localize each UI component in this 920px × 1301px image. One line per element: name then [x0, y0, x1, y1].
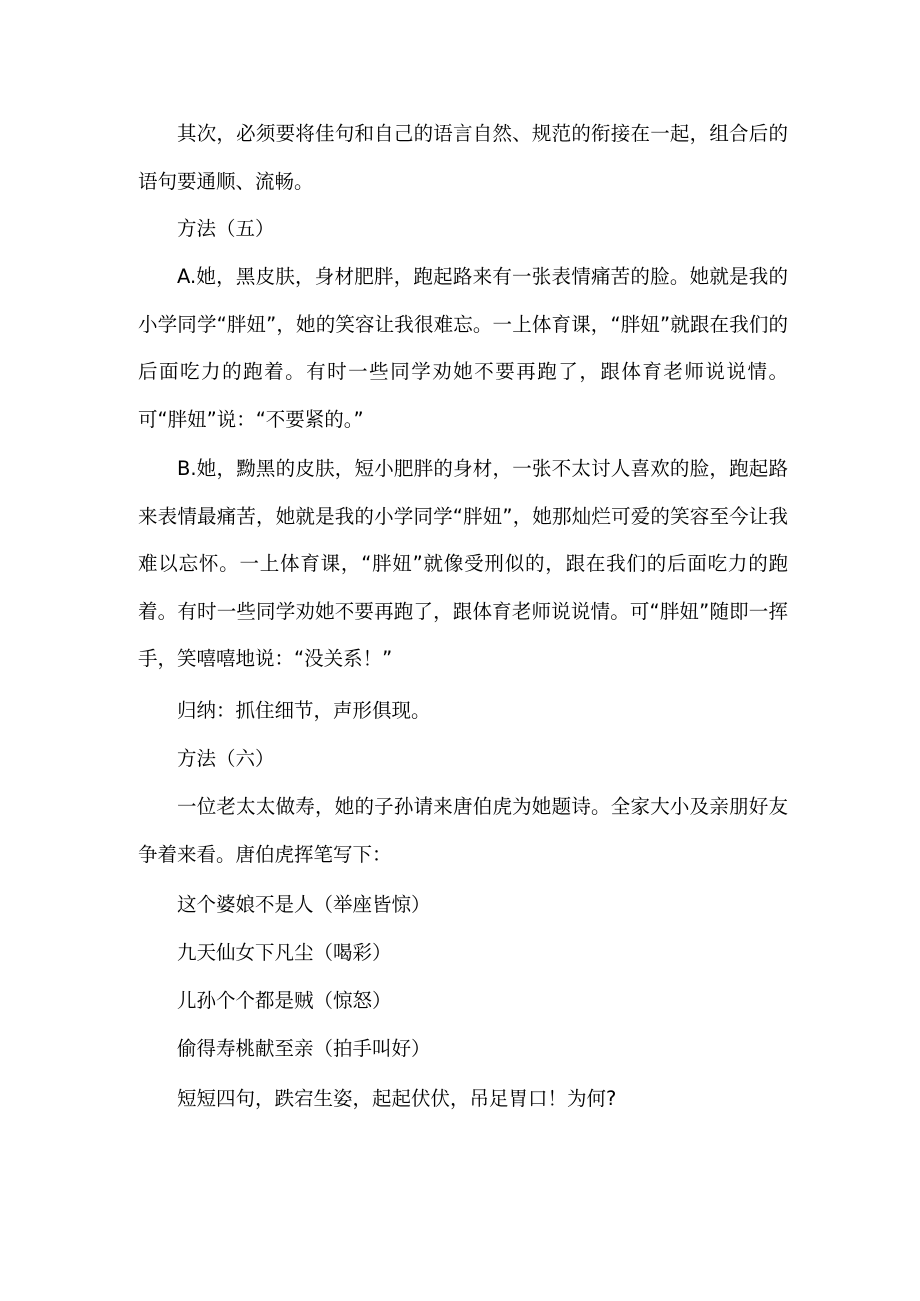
poem-line-4: 偷得寿桃献至亲（拍手叫好） — [177, 1037, 431, 1060]
heading-method-five: 方法（五） — [177, 217, 275, 240]
closing-question-paragraph: 短短四句，跌宕生姿，起起伏伏，吊足胃口！为何? — [177, 1087, 617, 1110]
example-a-paragraph: A.她，黑皮肤，身材肥胖，跑起路来有一张表情痛苦的脸。她就是我的小学同学“胖妞”，她的笑容让我很难忘。一上体育课，“胖妞”就跟在我们的后面吃力的跑着。有时一些同学劝她不要再跑了，跟体育老师说说情。可“胖妞”说：“不要紧的。” — [138, 265, 788, 431]
poem-line-3: 儿孙个个都是贼（惊怒） — [177, 989, 392, 1012]
poem-line-1: 这个婆娘不是人（举座皆惊） — [177, 893, 431, 916]
paragraph-connecting-sentences: 其次，必须要将佳句和自己的语言自然、规范的衔接在一起，组合后的语句要通顺、流畅。 — [138, 122, 788, 193]
summary-paragraph: 归纳：抓住细节，声形俱现。 — [177, 699, 431, 722]
tang-bohu-story-paragraph: 一位老太太做寿，她的子孙请来唐伯虎为她题诗。全家大小及亲朋好友争着来看。唐伯虎挥笔写下： — [138, 795, 788, 866]
heading-method-six: 方法（六） — [177, 747, 275, 770]
poem-line-2: 九天仙女下凡尘（喝彩） — [177, 941, 392, 964]
example-b-paragraph: B.她，黝黑的皮肤，短小肥胖的身材，一张不太讨人喜欢的脸，跑起路来表情最痛苦，她就是我的小学同学“胖妞”，她那灿烂可爱的笑容至今让我难以忘怀。一上体育课，“胖妞”就像受刑似的，跟在我们的后面吃力的跑着。有时一些同学劝她不要再跑了，跟体育老师说说情。可“胖妞”随即一挥手，笑嘻嘻地说：“没关系！” — [138, 457, 788, 670]
